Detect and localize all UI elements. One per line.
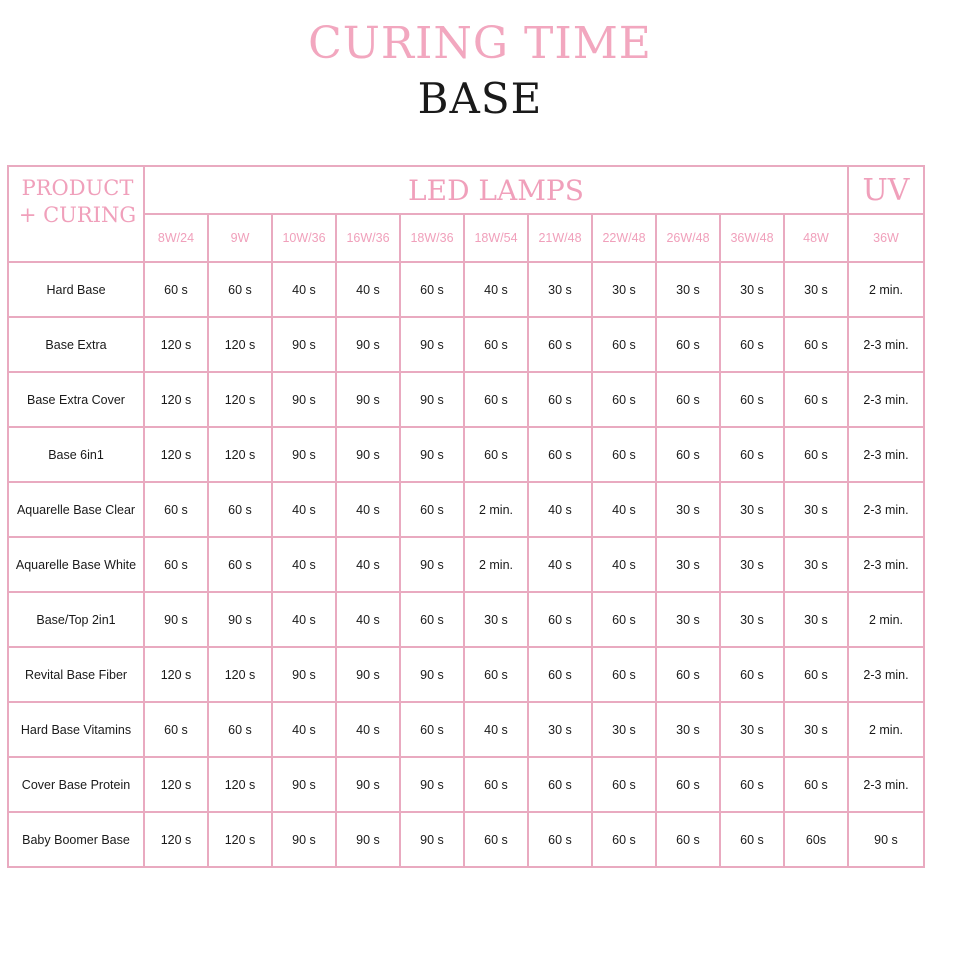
curing-time-cell: 40 s [336, 262, 400, 317]
curing-time-cell: 60 s [720, 757, 784, 812]
curing-time-cell: 2-3 min. [848, 537, 924, 592]
product-name-cell: Cover Base Protein [8, 757, 144, 812]
curing-time-cell: 60 s [592, 592, 656, 647]
header-led-lamps: LED LAMPS [144, 166, 848, 214]
lamp-header-cell: 18W/36 [400, 214, 464, 262]
curing-time-cell: 60 s [528, 372, 592, 427]
curing-time-cell: 90 s [208, 592, 272, 647]
product-name-cell: Baby Boomer Base [8, 812, 144, 867]
curing-time-cell: 90 s [272, 647, 336, 702]
curing-time-cell: 40 s [272, 262, 336, 317]
curing-time-cell: 90 s [400, 317, 464, 372]
curing-time-cell: 60 s [592, 372, 656, 427]
lamp-header-cell: 22W/48 [592, 214, 656, 262]
curing-time-cell: 2-3 min. [848, 317, 924, 372]
curing-time-cell: 60 s [592, 812, 656, 867]
curing-time-cell: 60 s [208, 262, 272, 317]
curing-time-cell: 120 s [208, 757, 272, 812]
lamp-header-cell: 36W [848, 214, 924, 262]
curing-time-cell: 40 s [592, 537, 656, 592]
table-row [8, 702, 924, 757]
table-row [8, 262, 924, 317]
curing-time-cell: 30 s [784, 592, 848, 647]
header-product-line1: PRODUCT [21, 176, 134, 200]
curing-time-cell: 120 s [208, 427, 272, 482]
curing-time-cell: 90 s [336, 427, 400, 482]
lamp-header-cell: 18W/54 [464, 214, 528, 262]
curing-time-cell: 60 s [784, 372, 848, 427]
curing-time-cell: 60 s [528, 812, 592, 867]
curing-time-cell: 120 s [144, 317, 208, 372]
curing-time-cell: 60 s [784, 317, 848, 372]
curing-time-cell: 30 s [720, 537, 784, 592]
curing-time-cell: 30 s [528, 262, 592, 317]
curing-time-cell: 60 s [528, 317, 592, 372]
curing-time-cell: 2 min. [464, 537, 528, 592]
curing-time-cell: 60 s [400, 262, 464, 317]
curing-time-cell: 60 s [592, 317, 656, 372]
curing-time-cell: 60 s [656, 757, 720, 812]
curing-time-cell: 60 s [720, 372, 784, 427]
table-row [8, 537, 924, 592]
table-row [8, 317, 924, 372]
curing-time-cell: 90 s [336, 372, 400, 427]
curing-time-cell: 60 s [528, 647, 592, 702]
curing-time-cell: 60 s [400, 592, 464, 647]
lamp-header-cell: 21W/48 [528, 214, 592, 262]
curing-time-cell: 60 s [464, 372, 528, 427]
curing-time-cell: 30 s [720, 262, 784, 317]
curing-time-cell: 40 s [272, 482, 336, 537]
curing-time-cell: 90 s [272, 372, 336, 427]
curing-time-cell: 2-3 min. [848, 482, 924, 537]
curing-time-cell: 60 s [208, 537, 272, 592]
curing-time-cell: 60 s [784, 427, 848, 482]
curing-time-cell: 40 s [336, 702, 400, 757]
curing-time-cell: 40 s [336, 537, 400, 592]
curing-time-cell: 60 s [592, 427, 656, 482]
curing-time-cell: 90 s [400, 812, 464, 867]
curing-time-cell: 30 s [656, 537, 720, 592]
table-row [8, 427, 924, 482]
curing-time-cell: 120 s [144, 812, 208, 867]
curing-time-cell: 2-3 min. [848, 427, 924, 482]
table-row [8, 757, 924, 812]
product-name-cell: Hard Base Vitamins [8, 702, 144, 757]
table-row [8, 812, 924, 867]
curing-time-cell: 60 s [144, 537, 208, 592]
curing-time-cell: 30 s [720, 592, 784, 647]
curing-time-cell: 60 s [784, 757, 848, 812]
lamp-header-cell: 36W/48 [720, 214, 784, 262]
product-name-cell: Aquarelle Base Clear [8, 482, 144, 537]
curing-time-cell: 30 s [784, 702, 848, 757]
curing-time-cell: 2 min. [848, 262, 924, 317]
curing-time-cell: 60 s [144, 262, 208, 317]
curing-time-cell: 30 s [656, 592, 720, 647]
curing-time-cell: 60 s [592, 647, 656, 702]
curing-time-cell: 30 s [592, 262, 656, 317]
curing-time-cell: 2 min. [464, 482, 528, 537]
table-row [8, 592, 924, 647]
curing-time-cell: 30 s [784, 262, 848, 317]
curing-time-cell: 60 s [720, 427, 784, 482]
curing-time-cell: 60 s [720, 317, 784, 372]
curing-time-cell: 30 s [656, 262, 720, 317]
curing-time-cell: 60s [784, 812, 848, 867]
product-name-cell: Revital Base Fiber [8, 647, 144, 702]
curing-time-cell: 40 s [464, 702, 528, 757]
curing-time-cell: 120 s [208, 812, 272, 867]
curing-time-cell: 30 s [720, 482, 784, 537]
lamp-header-cell: 8W/24 [144, 214, 208, 262]
curing-time-cell: 120 s [144, 427, 208, 482]
curing-time-cell: 40 s [528, 482, 592, 537]
curing-time-cell: 60 s [400, 482, 464, 537]
curing-time-cell: 30 s [592, 702, 656, 757]
curing-time-cell: 60 s [656, 372, 720, 427]
curing-time-cell: 30 s [528, 702, 592, 757]
curing-time-cell: 60 s [656, 647, 720, 702]
curing-time-cell: 90 s [336, 317, 400, 372]
header-uv: UV [848, 166, 924, 214]
curing-time-cell: 60 s [464, 647, 528, 702]
curing-time-cell: 60 s [144, 482, 208, 537]
curing-time-cell: 60 s [656, 427, 720, 482]
page-subtitle: BASE [417, 74, 543, 123]
curing-time-cell: 40 s [336, 592, 400, 647]
product-name-cell: Base Extra Cover [8, 372, 144, 427]
curing-time-cell: 60 s [144, 702, 208, 757]
lamp-header-cell: 10W/36 [272, 214, 336, 262]
curing-time-cell: 40 s [272, 592, 336, 647]
curing-time-cell: 90 s [400, 427, 464, 482]
curing-time-cell: 2 min. [848, 702, 924, 757]
curing-time-cell: 60 s [656, 812, 720, 867]
table-row [8, 482, 924, 537]
curing-time-cell: 40 s [464, 262, 528, 317]
curing-time-cell: 30 s [464, 592, 528, 647]
curing-time-cell: 40 s [528, 537, 592, 592]
curing-time-cell: 60 s [528, 757, 592, 812]
curing-time-cell: 60 s [592, 757, 656, 812]
curing-time-cell: 60 s [208, 482, 272, 537]
curing-time-cell: 30 s [720, 702, 784, 757]
table-body [8, 262, 924, 867]
curing-time-cell: 60 s [720, 647, 784, 702]
product-name-cell: Aquarelle Base White [8, 537, 144, 592]
curing-time-cell: 2-3 min. [848, 757, 924, 812]
curing-time-cell: 60 s [400, 702, 464, 757]
lamp-header-cell: 48W [784, 214, 848, 262]
curing-time-cell: 120 s [208, 372, 272, 427]
curing-time-cell: 90 s [272, 317, 336, 372]
curing-time-cell: 60 s [464, 427, 528, 482]
curing-time-cell: 90 s [400, 537, 464, 592]
curing-time-cell: 30 s [784, 482, 848, 537]
curing-time-cell: 90 s [336, 647, 400, 702]
curing-time-cell: 60 s [528, 592, 592, 647]
curing-time-cell: 30 s [656, 482, 720, 537]
curing-time-cell: 60 s [784, 647, 848, 702]
curing-time-cell: 40 s [336, 482, 400, 537]
curing-time-cell: 2-3 min. [848, 372, 924, 427]
product-name-cell: Base/Top 2in1 [8, 592, 144, 647]
curing-time-cell: 30 s [656, 702, 720, 757]
product-name-cell: Base Extra [8, 317, 144, 372]
curing-time-cell: 60 s [208, 702, 272, 757]
curing-time-cell: 60 s [464, 317, 528, 372]
header-product-curing [8, 166, 144, 262]
curing-time-cell: 40 s [272, 537, 336, 592]
curing-time-cell: 2 min. [848, 592, 924, 647]
header-product-line2: + CURING [18, 203, 137, 227]
curing-time-cell: 90 s [848, 812, 924, 867]
product-name-cell: Hard Base [8, 262, 144, 317]
lamp-header-cell: 16W/36 [336, 214, 400, 262]
curing-time-cell: 120 s [144, 647, 208, 702]
curing-time-cell: 120 s [208, 647, 272, 702]
table-row [8, 372, 924, 427]
lamp-header-cell: 26W/48 [656, 214, 720, 262]
lamp-header-row [8, 214, 924, 262]
curing-time-cell: 60 s [720, 812, 784, 867]
curing-time-cell: 90 s [400, 372, 464, 427]
curing-time-cell: 90 s [272, 427, 336, 482]
curing-time-cell: 60 s [464, 812, 528, 867]
curing-time-table [7, 165, 925, 868]
curing-time-cell: 60 s [464, 757, 528, 812]
curing-time-cell: 120 s [144, 372, 208, 427]
curing-time-cell: 40 s [272, 702, 336, 757]
curing-time-cell: 60 s [528, 427, 592, 482]
curing-time-cell: 120 s [208, 317, 272, 372]
curing-time-cell: 2-3 min. [848, 647, 924, 702]
curing-time-cell: 90 s [336, 757, 400, 812]
curing-time-cell: 120 s [144, 757, 208, 812]
curing-time-cell: 90 s [336, 812, 400, 867]
curing-time-cell: 40 s [592, 482, 656, 537]
curing-time-cell: 30 s [784, 537, 848, 592]
curing-time-cell: 90 s [144, 592, 208, 647]
curing-time-cell: 60 s [656, 317, 720, 372]
curing-time-cell: 90 s [400, 647, 464, 702]
curing-time-cell: 90 s [272, 812, 336, 867]
product-name-cell: Base 6in1 [8, 427, 144, 482]
table-row [8, 647, 924, 702]
lamp-header-cell: 9W [208, 214, 272, 262]
page-title: CURING TIME [308, 18, 652, 69]
curing-time-cell: 90 s [272, 757, 336, 812]
curing-time-cell: 90 s [400, 757, 464, 812]
